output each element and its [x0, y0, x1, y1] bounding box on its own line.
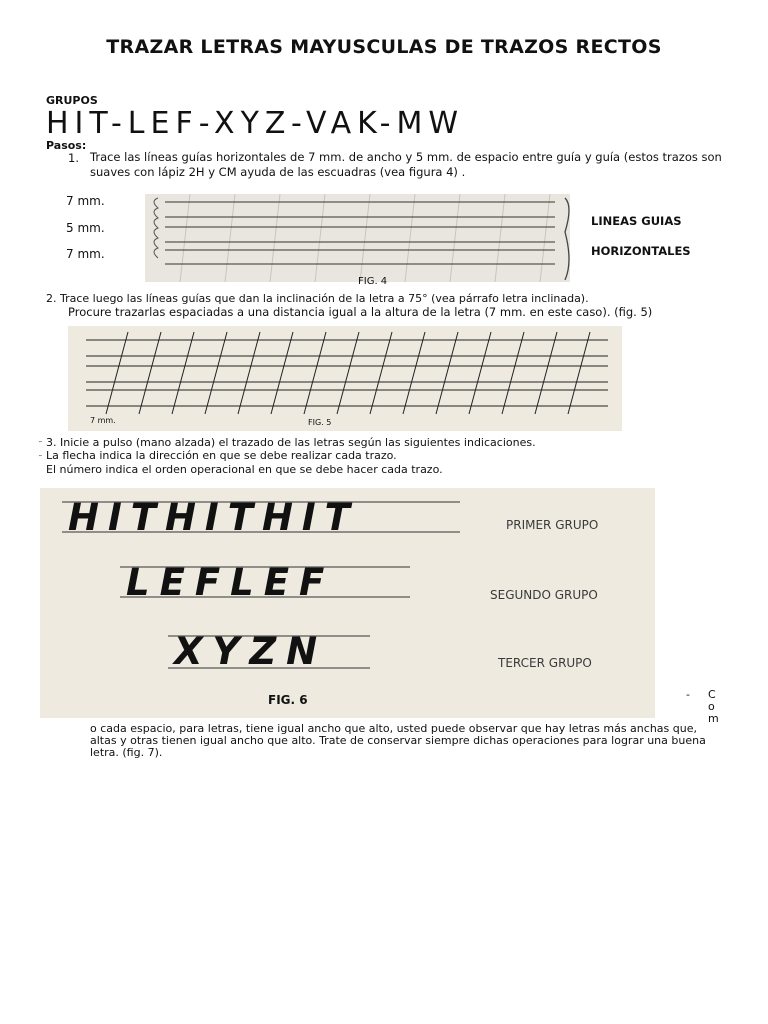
step1-text: Trace las líneas guías horizontales de 7 mm. de ancho y 5 mm. de espacio entre guía y guía (estos trazos son suaves con lápiz 2H y CM ayuda de las escuadras (vea figura 4) . [90, 150, 722, 179]
step3-text: 3. Inicie a pulso (mano alzada) el trazado de las letras según las siguientes indicaciones. [46, 436, 536, 449]
figure-4 [60, 190, 706, 288]
continuation-dash: - [686, 688, 690, 701]
pasos-label: Pasos: [46, 139, 87, 152]
step3-bullet-2-text: El número indica el orden operacional en que se debe hacer cada trazo. [46, 463, 443, 476]
step2-text-continued: Procure trazarlas espaciadas a una distancia igual a la altura de la letra (7 mm. en este caso). (fig. 5) [68, 305, 653, 319]
fig5-label: 7 mm. [90, 416, 116, 425]
fig4-label-3: 7 mm. [66, 247, 105, 261]
step1-number: 1. [68, 151, 79, 165]
fig6-row1-label: PRIMER GRUPO [506, 518, 599, 532]
step2-text: 2. Trace luego las líneas guías que dan la inclinación de la letra a 75° (vea párrafo letra inclinada). [46, 292, 589, 305]
fig6-row2-label: SEGUNDO GRUPO [490, 588, 598, 602]
step3-bullet-1: ˜ La flecha indica la dirección en que se debe realizar cada trazo. [38, 441, 397, 462]
step3-bullet-2: ˜ El número indica el orden operacional en que se debe hacer cada trazo. [38, 455, 443, 476]
vertical-char-1: C [708, 688, 716, 701]
fig5-caption: FIG. 5 [308, 418, 332, 427]
fig4-right-label-2: HORIZONTALES [591, 244, 691, 258]
fig4-label-1: 7 mm. [66, 194, 105, 208]
figure-6 [40, 488, 655, 718]
grupos-label: GRUPOS [46, 94, 98, 107]
fig6-row3-letters: XYZN [174, 630, 328, 673]
fig6-row1-letters: HITHITHIT [68, 496, 359, 539]
step3-bullet-1-text: La flecha indica la dirección en que se debe realizar cada trazo. [46, 449, 397, 462]
continuation-paragraph: o cada espacio, para letras, tiene igual ancho que alto, usted puede observar que hay letras más anchas que, altas y otras tienen igual ancho que alto. Trate de conservar siempre dichas operaciones para lograr una buena letra. (fig. 7). [90, 722, 706, 759]
fig4-label-2: 5 mm. [66, 221, 105, 235]
fig6-row2-letters: LEFLEF [126, 561, 335, 604]
vertical-char-2: o [708, 700, 715, 713]
fig6-row3-label: TERCER GRUPO [498, 656, 592, 670]
figure-5 [68, 326, 622, 431]
page-title: TRAZAR LETRAS MAYUSCULAS DE TRAZOS RECTOS [106, 36, 662, 58]
fig4-right-label-1: LINEAS GUIAS [591, 214, 682, 228]
grupos-line: HIT-LEF-XYZ-VAK-MW [46, 106, 465, 141]
fig4-caption: FIG. 4 [358, 276, 388, 287]
fig6-caption: FIG. 6 [268, 693, 308, 707]
vertical-char-3: m [708, 712, 719, 725]
